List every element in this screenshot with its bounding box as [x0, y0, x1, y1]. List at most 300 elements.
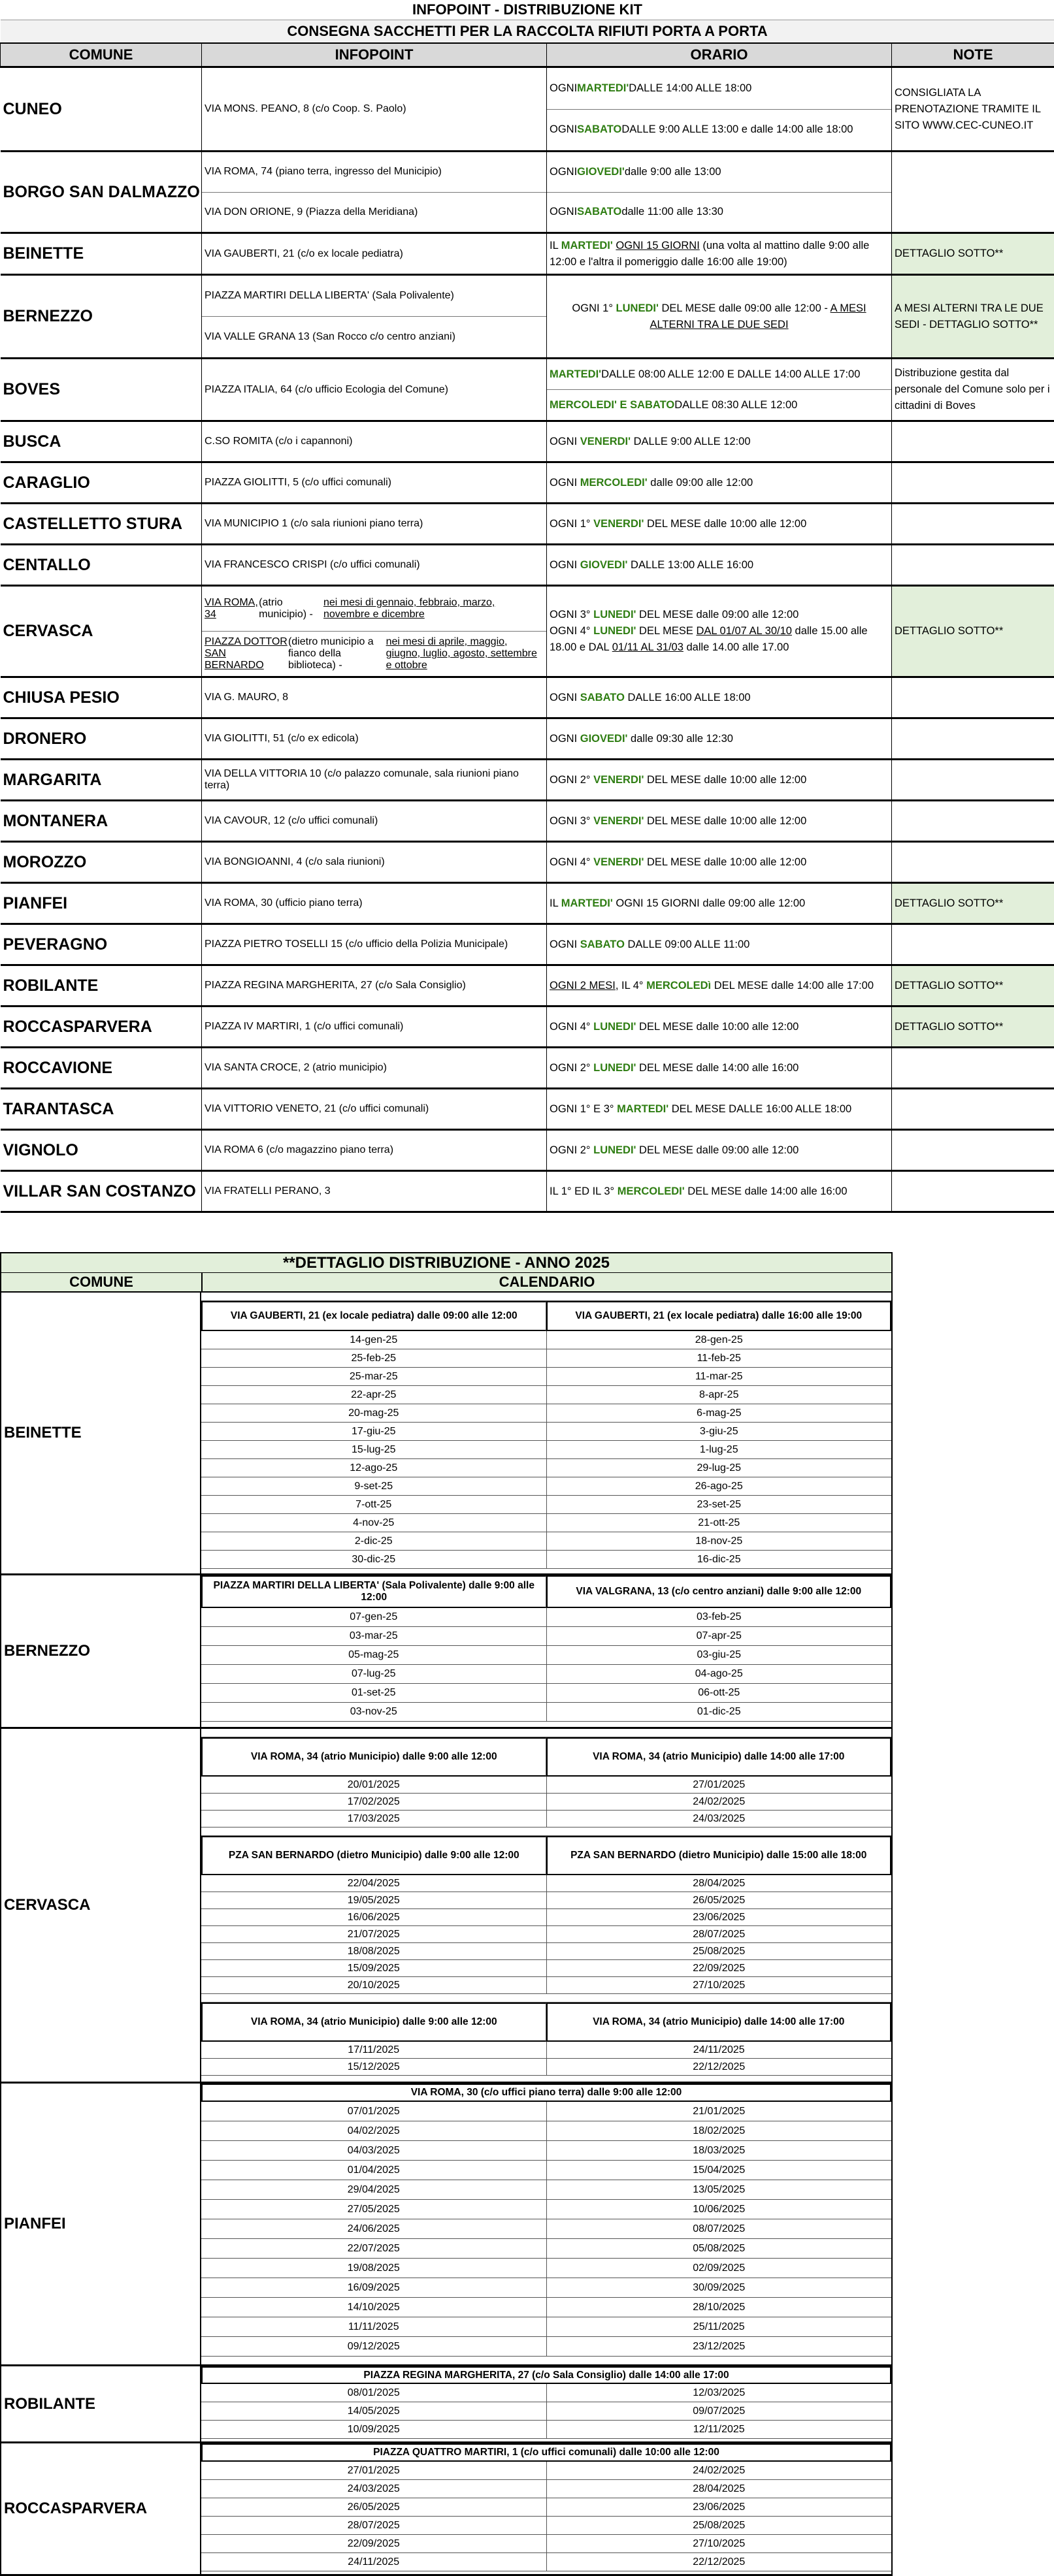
comune-cell: CUNEO — [1, 67, 202, 152]
text-fragment: OGNI — [550, 733, 580, 745]
date-cell: 24/11/2025 — [547, 2042, 892, 2059]
spacer — [201, 1994, 891, 2003]
date-cell: 11-feb-25 — [547, 1349, 892, 1368]
table-row — [1, 842, 1054, 883]
text-fragment: OGNI — [550, 121, 577, 138]
day-label: SABATO — [577, 204, 621, 220]
text-fragment: DAL 01/07 AL 30/10 — [696, 625, 791, 637]
text-fragment: OGNI 4° — [550, 856, 593, 868]
date-row — [201, 1646, 891, 1665]
day-label: MERCOLEDì — [646, 980, 711, 991]
infopoint-cell — [202, 924, 547, 965]
date-cell: 26-ago-25 — [547, 1477, 892, 1496]
date-cell: 17/11/2025 — [201, 2042, 547, 2059]
date-cell: 25/08/2025 — [547, 1943, 892, 1960]
detail-block — [0, 1575, 893, 1729]
note-cell — [892, 504, 1054, 545]
orario-line — [550, 623, 889, 656]
orario-line — [550, 978, 889, 994]
note-cell — [892, 462, 1054, 504]
detail-comune: PIANFEI — [1, 2084, 201, 2364]
date-row — [201, 2141, 891, 2161]
text-fragment: (atrio municipio) - — [259, 597, 323, 620]
text-fragment: DALLE 9:00 ALLE 12:00 — [631, 436, 750, 447]
infopoint-line — [202, 316, 546, 357]
text-fragment: DEL MESE dalle 10:00 alle 12:00 — [644, 774, 806, 786]
infopoint-cell — [202, 275, 547, 359]
date-cell: 14-gen-25 — [201, 1331, 547, 1349]
orario-cell — [547, 924, 892, 965]
orario-cell — [547, 1130, 892, 1171]
infopoint-cell — [202, 677, 547, 718]
header-orario: ORARIO — [547, 43, 892, 67]
infopoint-cell — [202, 801, 547, 842]
calendar — [201, 2443, 891, 2574]
table-row — [1, 718, 1054, 760]
calendar — [201, 2084, 891, 2364]
orario-line — [547, 359, 891, 389]
date-cell: 21/01/2025 — [547, 2102, 892, 2121]
calendar-location-headers — [201, 1575, 891, 1608]
date-row — [201, 1627, 891, 1646]
date-cell: 13/05/2025 — [547, 2180, 892, 2200]
date-row — [201, 2480, 891, 2498]
orario-cell — [547, 359, 892, 421]
infopoint-stack — [202, 152, 546, 232]
date-cell: 15/12/2025 — [201, 2059, 547, 2076]
orario-cell — [547, 1089, 892, 1130]
date-cell: 08/07/2025 — [547, 2219, 892, 2239]
date-cell: 07-lug-25 — [201, 1665, 547, 1684]
date-row — [201, 2535, 891, 2553]
spacer — [201, 1293, 891, 1301]
table-row — [1, 462, 1054, 504]
date-cell: 11-mar-25 — [547, 1368, 892, 1386]
page-title: INFOPOINT - DISTRIBUZIONE KIT — [1, 0, 1054, 20]
table-row — [1, 504, 1054, 545]
day-label: VENERDI' — [593, 774, 644, 786]
date-cell: 09/07/2025 — [547, 2402, 892, 2421]
table-row — [1, 1171, 1054, 1212]
date-row — [201, 2059, 891, 2076]
text-fragment: DALLE 08:00 ALLE 12:00 E DALLE 14:00 ALLE 17:00 — [601, 366, 860, 383]
note-cell: DETTAGLIO SOTTO** — [892, 586, 1054, 677]
text: VIA BONGIOANNI, 4 (c/o sala riunioni) — [205, 856, 385, 867]
text: VIA DELLA VITTORIA 10 (c/o palazzo comunale, sala riunioni piano terra) — [205, 768, 519, 791]
date-cell: 03-nov-25 — [201, 1703, 547, 1722]
date-cell: 7-ott-25 — [201, 1496, 547, 1514]
note-cell: CONSIGLIATA LA PRENOTAZIONE TRAMITE IL SITO WWW.CEC-CUNEO.IT — [892, 67, 1054, 152]
orario-cell — [547, 504, 892, 545]
orario-cell — [547, 842, 892, 883]
date-row — [201, 1777, 891, 1794]
text-fragment: DALLE 13:00 ALLE 16:00 — [627, 559, 753, 571]
text: VIA FRANCESCO CRISPI (c/o uffici comunali) — [205, 559, 420, 570]
table-row — [1, 1006, 1054, 1048]
infopoint-cell — [202, 233, 547, 275]
orario-cell — [547, 275, 892, 359]
date-row — [201, 1368, 891, 1386]
date-cell: 14/10/2025 — [201, 2298, 547, 2317]
text-fragment: nei mesi di gennaio, febbraio, marzo, novembre e dicembre — [323, 597, 544, 620]
day-label: MARTEDI' — [617, 1103, 668, 1115]
date-cell: 29/04/2025 — [201, 2180, 547, 2200]
date-cell: 17/03/2025 — [201, 1811, 547, 1827]
orario-line — [550, 854, 889, 871]
table-row — [1, 1048, 1054, 1089]
infopoint-cell — [202, 1130, 547, 1171]
note-cell — [892, 152, 1054, 233]
orario-line — [547, 389, 891, 420]
table-row — [1, 233, 1054, 275]
date-row — [201, 1477, 891, 1496]
calendar — [201, 2366, 891, 2441]
orario-line — [547, 192, 891, 233]
detail-block — [0, 2084, 893, 2366]
date-cell: 4-nov-25 — [201, 1514, 547, 1532]
calendar-location-header: PIAZZA MARTIRI DELLA LIBERTA' (Sala Polivalente) dalle 9:00 alle 12:00 — [201, 1575, 546, 1608]
comune-cell: ROCCASPARVERA — [1, 1006, 202, 1048]
text: VIA SANTA CROCE, 2 (atrio municipio) — [205, 1062, 387, 1073]
date-cell: 28/07/2025 — [201, 2517, 547, 2535]
calendar-location-headers — [201, 1301, 891, 1331]
orario-cell — [547, 883, 892, 924]
date-row — [201, 1943, 891, 1960]
orario-stack — [547, 152, 891, 232]
orario-cell — [547, 421, 892, 462]
date-cell: 27/10/2025 — [547, 2535, 892, 2553]
date-cell: 21-ott-25 — [547, 1514, 892, 1532]
text-fragment: DEL MESE DALLE 16:00 ALLE 18:00 — [668, 1103, 851, 1115]
infopoint-table — [0, 0, 1054, 1213]
day-label: LUNEDI' — [593, 1021, 636, 1033]
orario-line — [550, 731, 889, 747]
calendar-location-header: VIA ROMA, 34 (atrio Municipio) dalle 9:00 alle 12:00 — [201, 2003, 546, 2042]
calendar-location-headers — [201, 2003, 891, 2042]
text: VIA MUNICIPIO 1 (c/o sala riunioni piano terra) — [205, 518, 423, 529]
infopoint-cell — [202, 586, 547, 677]
date-cell: 19/05/2025 — [201, 1892, 547, 1909]
date-row — [201, 1811, 891, 1827]
detail-block — [0, 2366, 893, 2443]
date-cell: 8-apr-25 — [547, 1386, 892, 1404]
text: PIAZZA REGINA MARGHERITA, 27 (c/o Sala Consiglio) — [205, 980, 466, 991]
date-cell: 17-giu-25 — [201, 1423, 547, 1441]
date-cell: 22/04/2025 — [201, 1875, 547, 1892]
table-row — [1, 67, 1054, 152]
header-infopoint: INFOPOINT — [202, 43, 547, 67]
infopoint-cell — [202, 1089, 547, 1130]
day-label: MERCOLEDI' E SABATO — [550, 397, 674, 413]
text: PIAZZA ITALIA, 64 (c/o ufficio Ecologia del Comune) — [205, 384, 448, 395]
date-cell: 09/12/2025 — [201, 2337, 547, 2357]
text-fragment: OGNI 1° — [572, 302, 616, 314]
infopoint-cell — [202, 1048, 547, 1089]
note-cell — [892, 1130, 1054, 1171]
note-cell: DETTAGLIO SOTTO** — [892, 883, 1054, 924]
calendar-location-header: VIA ROMA, 34 (atrio Municipio) dalle 14:00 alle 17:00 — [546, 2003, 892, 2042]
text-fragment: (una volta al mattino dalle 9:00 alle 12:00 e l'altra il pomeriggio dalle 16:00 alle 19:00) — [550, 240, 869, 268]
orario-line — [550, 1060, 889, 1076]
comune-cell: TARANTASCA — [1, 1089, 202, 1130]
table-row — [1, 359, 1054, 421]
text: PIAZZA PIETRO TOSELLI 15 (c/o ufficio della Polizia Municipale) — [205, 939, 508, 950]
text-fragment: dalle 9:00 alle 13:00 — [625, 164, 721, 180]
infopoint-line — [202, 152, 546, 192]
date-cell: 25/11/2025 — [547, 2317, 892, 2337]
date-cell: 30-dic-25 — [201, 1551, 547, 1569]
date-row — [201, 1892, 891, 1909]
detail-block — [0, 2443, 893, 2576]
date-cell: 05-mag-25 — [201, 1646, 547, 1665]
date-row — [201, 2384, 891, 2402]
date-cell: 24/02/2025 — [547, 1794, 892, 1811]
table-row — [1, 152, 1054, 233]
text-fragment: dalle 15.00 alle 18.00 e DAL — [550, 625, 868, 653]
calendar-location-header: PZA SAN BERNARDO (dietro Municipio) dalle 9:00 alle 12:00 — [201, 1836, 546, 1875]
date-row — [201, 1909, 891, 1926]
date-row — [201, 2200, 891, 2219]
text: VIA DON ORIONE, 9 (Piazza della Meridiana) — [205, 206, 418, 218]
orario-line — [550, 895, 889, 912]
text-fragment: OGNI — [550, 477, 580, 489]
date-cell: 16-dic-25 — [547, 1551, 892, 1569]
date-cell: 01-set-25 — [201, 1684, 547, 1703]
date-cell: 28/07/2025 — [547, 1926, 892, 1943]
day-label: GIOVEDI' — [580, 733, 628, 745]
comune-cell: MARGARITA — [1, 760, 202, 801]
infopoint-cell — [202, 760, 547, 801]
orario-line — [550, 1142, 889, 1159]
date-cell: 22/07/2025 — [201, 2239, 547, 2259]
date-cell: 24/02/2025 — [547, 2462, 892, 2480]
note-cell: DETTAGLIO SOTTO** — [892, 1006, 1054, 1048]
table-row — [1, 1130, 1054, 1171]
date-cell: 03-feb-25 — [547, 1608, 892, 1627]
date-row — [201, 1875, 891, 1892]
comune-cell: BERNEZZO — [1, 275, 202, 359]
date-cell: 23/06/2025 — [547, 2498, 892, 2517]
infopoint-cell — [202, 965, 547, 1006]
text-fragment: DEL MESE dalle 10:00 alle 12:00 — [644, 518, 806, 530]
calendar — [201, 1729, 891, 2082]
text: VIA GAUBERTI, 21 (c/o ex locale pediatra) — [205, 248, 403, 259]
note-cell: DETTAGLIO SOTTO** — [892, 233, 1054, 275]
date-cell: 06-ott-25 — [547, 1684, 892, 1703]
infopoint-cell — [202, 359, 547, 421]
text: VIA ROMA, 30 (ufficio piano terra) — [205, 897, 363, 909]
text: VIA ROMA 6 (c/o magazzino piano terra) — [205, 1144, 393, 1155]
date-cell: 08/01/2025 — [201, 2384, 547, 2402]
date-cell: 18/08/2025 — [201, 1943, 547, 1960]
text-fragment: DEL MESE dalle 10:00 alle 12:00 — [636, 1021, 799, 1033]
day-label: VENERDI' — [593, 856, 644, 868]
date-cell: 15/04/2025 — [547, 2161, 892, 2180]
text-fragment: DEL MESE dalle 14:00 alle 16:00 — [636, 1062, 799, 1074]
date-cell: 02/09/2025 — [547, 2259, 892, 2278]
text-fragment: DALLE 08:30 ALLE 12:00 — [674, 397, 797, 413]
date-cell: 2-dic-25 — [201, 1532, 547, 1551]
orario-line — [550, 1101, 889, 1118]
orario-cell — [547, 586, 892, 677]
orario-line — [550, 557, 889, 573]
day-label: MERCOLEDI' — [618, 1185, 685, 1197]
date-row — [201, 1423, 891, 1441]
calendar-location-header: PIAZZA QUATTRO MARTIRI, 1 (c/o uffici comunali) dalle 10:00 alle 12:00 — [201, 2443, 891, 2462]
date-row — [201, 1459, 891, 1477]
infopoint-cell — [202, 718, 547, 760]
detail-title: **DETTAGLIO DISTRIBUZIONE - ANNO 2025 — [0, 1252, 893, 1273]
note-cell — [892, 421, 1054, 462]
orario-line — [550, 772, 889, 788]
date-cell: 16/06/2025 — [201, 1909, 547, 1926]
detail-header — [0, 1273, 893, 1293]
date-row — [201, 2042, 891, 2059]
text-fragment: OGNI — [550, 204, 577, 220]
infopoint-cell — [202, 1006, 547, 1048]
calendar-location-header: VIA GAUBERTI, 21 (ex locale pediatra) dalle 16:00 alle 19:00 — [546, 1301, 892, 1331]
calendar-location-header: VIA GAUBERTI, 21 (ex locale pediatra) dalle 09:00 alle 12:00 — [201, 1301, 546, 1331]
text-fragment: OGNI — [550, 692, 580, 703]
text: VIA VALLE GRANA 13 (San Rocco c/o centro anziani) — [205, 331, 455, 343]
table-row — [1, 677, 1054, 718]
infopoint-cell — [202, 462, 547, 504]
table-row — [1, 883, 1054, 924]
note-cell — [892, 1171, 1054, 1212]
day-label: SABATO — [577, 121, 621, 138]
date-cell: 22/12/2025 — [547, 2553, 892, 2571]
orario-line — [550, 238, 889, 270]
infopoint-cell — [202, 421, 547, 462]
date-cell: 20/10/2025 — [201, 1977, 547, 1994]
date-cell: 27/05/2025 — [201, 2200, 547, 2219]
note-cell — [892, 1048, 1054, 1089]
text-fragment: DEL MESE dalle 14:00 alle 17:00 — [711, 980, 874, 991]
date-row — [201, 1532, 891, 1551]
date-row — [201, 1514, 891, 1532]
comune-cell: BOVES — [1, 359, 202, 421]
text-fragment: DALLE 16:00 ALLE 18:00 — [625, 692, 751, 703]
orario-stack — [547, 359, 891, 420]
date-cell: 22/09/2025 — [547, 1960, 892, 1977]
date-cell: 26/05/2025 — [547, 1892, 892, 1909]
text-fragment: OGNI — [550, 559, 580, 571]
table-row — [1, 965, 1054, 1006]
detail-comune: ROBILANTE — [1, 2366, 201, 2441]
detail-comune: BERNEZZO — [1, 1575, 201, 1727]
note-cell: DETTAGLIO SOTTO** — [892, 965, 1054, 1006]
infopoint-stack — [202, 276, 546, 357]
date-cell: 12/03/2025 — [547, 2384, 892, 2402]
text-fragment: IL — [550, 240, 561, 251]
orario-cell — [547, 233, 892, 275]
text: VIA CAVOUR, 12 (c/o uffici comunali) — [205, 815, 378, 826]
date-cell: 9-set-25 — [201, 1477, 547, 1496]
infopoint-line — [202, 587, 546, 631]
text-fragment: DALLE 14:00 ALLE 18:00 — [629, 80, 751, 97]
date-cell: 1-lug-25 — [547, 1441, 892, 1459]
day-label: LUNEDI' — [616, 302, 659, 314]
comune-cell: BORGO SAN DALMAZZO — [1, 152, 202, 233]
orario-cell — [547, 152, 892, 233]
date-cell: 23-set-25 — [547, 1496, 892, 1514]
orario-cell — [547, 1171, 892, 1212]
comune-cell: MONTANERA — [1, 801, 202, 842]
spacer — [201, 1827, 891, 1836]
detail-comune: BEINETTE — [1, 1293, 201, 1573]
date-cell: 24/03/2025 — [201, 2480, 547, 2498]
text-fragment: VIA ROMA, 34 — [205, 597, 259, 620]
text: PIAZZA MARTIRI DELLA LIBERTA' (Sala Polivalente) — [205, 290, 454, 302]
date-cell: 28/04/2025 — [547, 2480, 892, 2498]
date-cell: 14/05/2025 — [201, 2402, 547, 2421]
date-row — [201, 2498, 891, 2517]
day-label: GIOVEDI' — [580, 559, 628, 571]
orario-cell — [547, 462, 892, 504]
day-label: VENERDI' — [593, 518, 644, 530]
date-cell: 04-ago-25 — [547, 1665, 892, 1684]
comune-cell: CASTELLETTO STURA — [1, 504, 202, 545]
text-fragment: OGNI 4° — [550, 625, 593, 637]
comune-cell: ROBILANTE — [1, 965, 202, 1006]
comune-cell: PEVERAGNO — [1, 924, 202, 965]
date-cell: 12/11/2025 — [547, 2421, 892, 2439]
date-cell: 30/09/2025 — [547, 2278, 892, 2298]
date-row — [201, 1551, 891, 1569]
text: C.SO ROMITA (c/o i capannoni) — [205, 436, 352, 447]
date-row — [201, 2462, 891, 2480]
orario-cell — [547, 760, 892, 801]
date-row — [201, 1404, 891, 1423]
infopoint-cell — [202, 842, 547, 883]
date-cell: 17/02/2025 — [201, 1794, 547, 1811]
text-fragment: OGNI 2 MESI — [550, 980, 616, 991]
spacer — [201, 1729, 891, 1737]
text-fragment: dalle 14.00 alle 17.00 — [683, 641, 789, 653]
date-row — [201, 2402, 891, 2421]
note-cell — [892, 718, 1054, 760]
date-cell: 23/06/2025 — [547, 1909, 892, 1926]
date-cell: 6-mag-25 — [547, 1404, 892, 1423]
orario-cell — [547, 545, 892, 586]
comune-cell: VIGNOLO — [1, 1130, 202, 1171]
comune-cell: PIANFEI — [1, 883, 202, 924]
date-row — [201, 2239, 891, 2259]
date-row — [201, 2337, 891, 2357]
note-cell — [892, 1089, 1054, 1130]
text-fragment: 01/11 AL 31/03 — [612, 641, 683, 653]
date-cell: 29-lug-25 — [547, 1459, 892, 1477]
comune-cell: CHIUSA PESIO — [1, 677, 202, 718]
day-label: MARTEDI' — [561, 897, 613, 909]
date-cell: 05/08/2025 — [547, 2239, 892, 2259]
date-row — [201, 1926, 891, 1943]
day-label: GIOVEDI' — [577, 164, 625, 180]
detail-header-comune: COMUNE — [1, 1273, 203, 1291]
text-fragment: OGNI 3° — [550, 609, 593, 620]
calendar — [201, 1575, 891, 1727]
note-cell: Distribuzione gestita dal personale del Comune solo per i cittadini di Boves — [892, 359, 1054, 421]
orario-cell — [547, 718, 892, 760]
text-fragment: DEL MESE dalle 14:00 alle 16:00 — [685, 1185, 848, 1197]
day-label: LUNEDI' — [593, 609, 636, 620]
date-row — [201, 1794, 891, 1811]
text-fragment: DEL MESE dalle 09:00 alle 12:00 — [636, 1144, 799, 1156]
text-fragment: , IL 4° — [616, 980, 646, 991]
orario-line — [550, 434, 889, 450]
text: VIA MONS. PEANO, 8 (c/o Coop. S. Paolo) — [205, 103, 406, 114]
date-cell: 10/09/2025 — [201, 2421, 547, 2439]
